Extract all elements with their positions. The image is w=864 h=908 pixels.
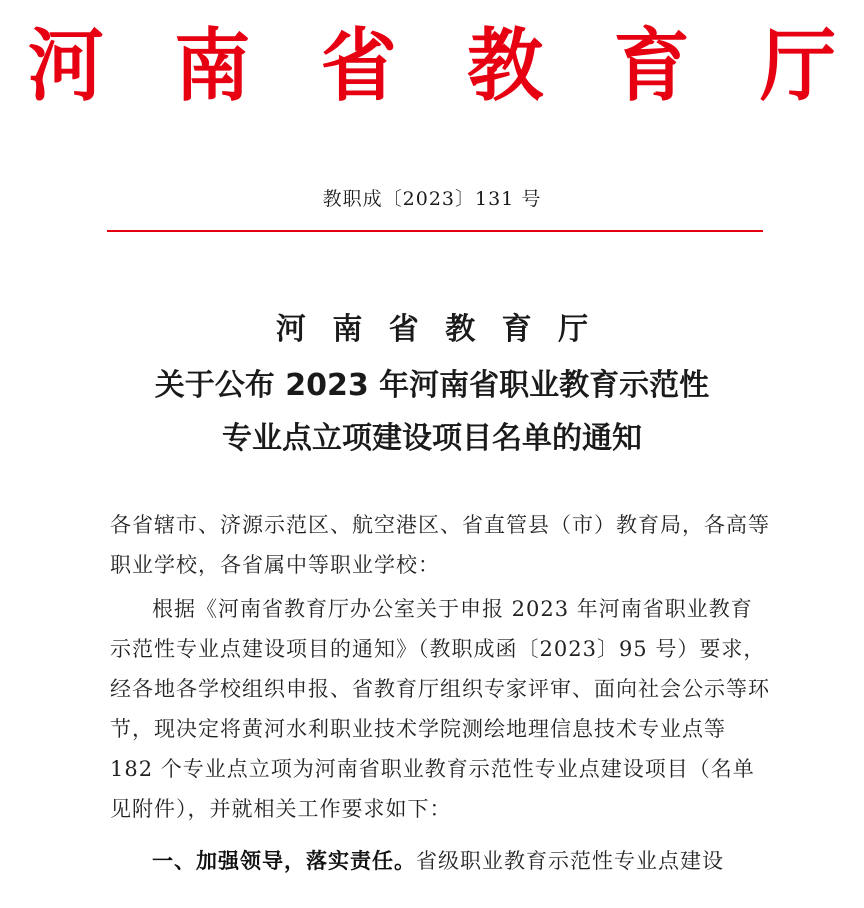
body-paragraph-2 xyxy=(110,841,770,881)
addressee-paragraph: 各省辖市、济源示范区、航空港区、省直管县（市）教育局，各高等职业学校，各省属中等职业学校： xyxy=(110,513,770,577)
masthead-title: 河 南 省 教 育 厅 xyxy=(27,19,859,112)
document-number: 教职成〔2023〕131 号 xyxy=(322,188,542,210)
title-line-1: 河 南 省 教 育 厅 xyxy=(275,312,597,347)
title-line-3: 专业点立项建设项目名单的通知 xyxy=(222,421,642,456)
body-paragraph-1: 根据《河南省教育厅办公室关于申报 2023 年河南省职业教育示范性专业点建设项目的通知》（教职成函〔2023〕95 号）要求，经各地各学校组织申报、省教育厅组织专家评审、面向社会公示等环节，现决定将黄河水利职业技术学院测绘地理信息技术专业点等 182 个专业点立项为河南省职业教育示范性专业点建设项目（名单见附件），并就相关工作要求如下： xyxy=(110,597,770,821)
section-text-1: 省级职业教育示范性专业点建设 xyxy=(416,849,724,873)
section-heading-1: 一、加强领导，落实责任。 xyxy=(152,849,416,873)
red-divider-line xyxy=(107,230,763,232)
title-line-2: 关于公布 2023 年河南省职业教育示范性 xyxy=(154,368,710,403)
